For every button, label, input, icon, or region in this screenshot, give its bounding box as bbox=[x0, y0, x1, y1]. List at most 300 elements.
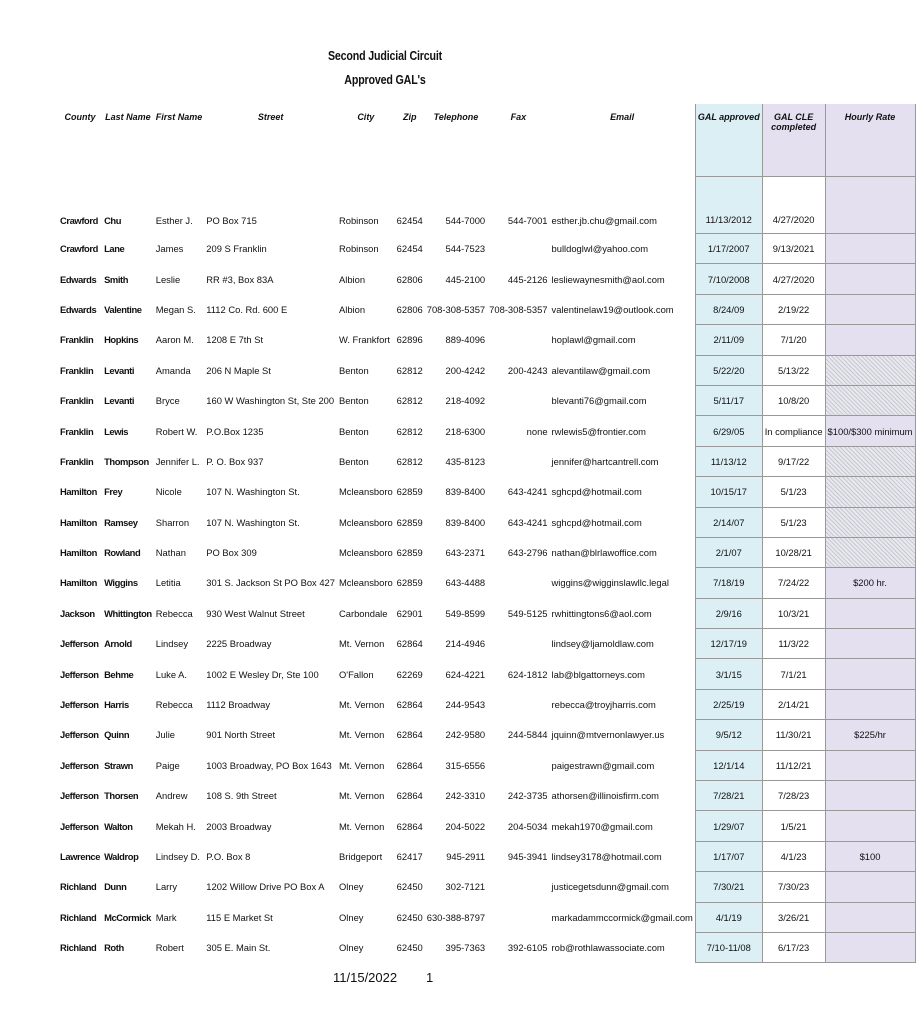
cell-gal-approved: 9/5/12 bbox=[695, 720, 762, 750]
cell-telephone: 630-388-8797 bbox=[426, 911, 486, 923]
cell-first-name: Rebecca bbox=[155, 699, 193, 711]
table-row bbox=[58, 446, 915, 476]
cell-street: 115 E Market St bbox=[206, 911, 273, 923]
cell-street: PO Box 715 bbox=[206, 214, 257, 226]
cell-street: 1208 E 7th St bbox=[206, 334, 264, 346]
cell-last-name: Whittington bbox=[104, 607, 152, 619]
cell-city: Olney bbox=[338, 881, 364, 893]
cell-zip: 62859 bbox=[396, 547, 423, 559]
cell-city: Olney bbox=[338, 942, 364, 954]
cell-last-name: Levanti bbox=[104, 364, 135, 376]
cell-telephone: 839-8400 bbox=[445, 486, 486, 498]
cell-gal-cle: 10/8/20 bbox=[762, 385, 825, 415]
cell-county: Jefferson bbox=[60, 699, 99, 711]
cell-email[interactable]: markadammccormick@gmail.com bbox=[551, 911, 693, 923]
cell-email[interactable]: paigestrawn@gmail.com bbox=[551, 759, 655, 771]
cell-county: Jackson bbox=[60, 607, 95, 619]
cell-email[interactable]: rwlewis5@frontier.com bbox=[551, 425, 646, 437]
cell-hourly-rate bbox=[825, 507, 915, 537]
cell-street: 1003 Broadway, PO Box 1643 bbox=[206, 759, 332, 771]
cell-gal-approved: 1/17/2007 bbox=[695, 234, 762, 264]
cell-city: Mcleansboro bbox=[338, 577, 393, 589]
cell-city: O'Fallon bbox=[338, 668, 374, 680]
cell-fax: 544-7001 bbox=[507, 214, 548, 226]
header-county: County bbox=[64, 112, 96, 122]
cell-gal-cle: 9/17/22 bbox=[762, 446, 825, 476]
cell-first-name: Luke A. bbox=[155, 668, 188, 680]
header-zip: Zip bbox=[402, 112, 417, 122]
cell-gal-cle: 11/3/22 bbox=[762, 629, 825, 659]
cell-fax bbox=[487, 689, 549, 719]
cell-first-name: Andrew bbox=[155, 790, 188, 802]
cell-first-name: Megan S. bbox=[155, 303, 196, 315]
cell-first-name: Lindsey D. bbox=[155, 851, 201, 862]
cell-county: Hamilton bbox=[60, 547, 97, 559]
cell-gal-cle: 2/14/21 bbox=[762, 689, 825, 719]
cell-first-name: Larry bbox=[155, 881, 178, 893]
cell-county: Lawrence bbox=[60, 851, 101, 862]
cell-hourly-rate bbox=[825, 872, 915, 902]
cell-last-name: Waldrop bbox=[104, 851, 139, 862]
cell-email[interactable]: wiggins@wigginslawllc.legal bbox=[551, 577, 669, 589]
cell-gal-cle: 5/13/22 bbox=[762, 355, 825, 385]
cell-street: 1112 Co. Rd. 600 E bbox=[206, 303, 288, 315]
cell-zip: 62454 bbox=[396, 243, 423, 255]
cell-zip: 62864 bbox=[396, 699, 423, 711]
cell-hourly-rate: $225/hr bbox=[825, 720, 915, 750]
table-row bbox=[58, 811, 915, 841]
cell-email[interactable]: rebecca@troyjharris.com bbox=[551, 699, 656, 711]
cell-gal-approved: 7/10/2008 bbox=[695, 264, 762, 294]
cell-gal-cle: 5/1/23 bbox=[762, 477, 825, 507]
cell-zip: 62864 bbox=[396, 820, 423, 832]
cell-street: 1002 E Wesley Dr, Ste 100 bbox=[206, 668, 319, 680]
cell-hourly-rate bbox=[825, 750, 915, 780]
cell-first-name: Sharron bbox=[155, 516, 190, 528]
gal-table bbox=[58, 104, 916, 963]
cell-fax: 708-308-5357 bbox=[489, 303, 548, 315]
cell-last-name: Valentine bbox=[104, 303, 142, 315]
table-row bbox=[58, 781, 915, 811]
cell-fax bbox=[487, 234, 549, 264]
cell-gal-cle: 4/1/23 bbox=[762, 841, 825, 871]
header-street: Street bbox=[257, 112, 284, 122]
cell-county: Jefferson bbox=[60, 638, 99, 650]
cell-gal-approved: 2/1/07 bbox=[695, 537, 762, 567]
cell-city: Albion bbox=[338, 303, 366, 315]
cell-street: 209 S Franklin bbox=[206, 243, 267, 255]
cell-county: Franklin bbox=[60, 334, 94, 346]
cell-gal-cle: 7/1/21 bbox=[762, 659, 825, 689]
cell-fax bbox=[487, 385, 549, 415]
cell-county: Richland bbox=[60, 881, 97, 893]
title-line-2: Approved GAL's bbox=[344, 72, 426, 87]
cell-email[interactable]: bulldoglwl@yahoo.com bbox=[551, 243, 649, 255]
cell-street: 108 S. 9th Street bbox=[206, 790, 277, 802]
cell-zip: 62454 bbox=[396, 214, 423, 226]
cell-county: Richland bbox=[60, 911, 97, 923]
cell-zip: 62269 bbox=[396, 668, 423, 680]
cell-last-name: Strawn bbox=[104, 759, 133, 771]
cell-street: 1202 Willow Drive PO Box A bbox=[206, 881, 325, 893]
cell-fax bbox=[487, 872, 549, 902]
cell-gal-cle: 7/1/20 bbox=[762, 325, 825, 355]
cell-street: P. O. Box 937 bbox=[206, 455, 264, 467]
cell-zip: 62864 bbox=[396, 759, 423, 771]
cell-city: Bridgeport bbox=[338, 851, 383, 862]
cell-fax: 200-4243 bbox=[507, 364, 548, 376]
cell-gal-cle: 4/27/2020 bbox=[762, 177, 825, 234]
table-row bbox=[58, 234, 915, 264]
cell-telephone: 200-4242 bbox=[445, 364, 486, 376]
cell-telephone: 945-2911 bbox=[446, 851, 486, 862]
cell-hourly-rate bbox=[825, 598, 915, 628]
table-row bbox=[58, 598, 915, 628]
cell-fax: 624-1812 bbox=[507, 668, 548, 680]
cell-county: Crawford bbox=[60, 243, 98, 255]
cell-city: Albion bbox=[338, 273, 366, 285]
cell-zip: 62864 bbox=[396, 729, 423, 741]
cell-gal-approved: 11/13/12 bbox=[695, 446, 762, 476]
cell-telephone: 544-7000 bbox=[445, 214, 486, 226]
cell-telephone: 302-7121 bbox=[445, 881, 486, 893]
cell-gal-cle: 9/13/2021 bbox=[762, 234, 825, 264]
table-row bbox=[58, 932, 915, 962]
cell-telephone: 214-4946 bbox=[445, 638, 486, 650]
cell-city: Mt. Vernon bbox=[338, 759, 385, 771]
cell-county: Franklin bbox=[60, 455, 94, 467]
cell-gal-approved: 7/30/21 bbox=[695, 872, 762, 902]
cell-fax: 549-5125 bbox=[507, 607, 548, 619]
cell-county: Crawford bbox=[60, 214, 98, 226]
cell-fax bbox=[487, 750, 549, 780]
cell-zip: 62864 bbox=[396, 790, 423, 802]
cell-street: 930 West Walnut Street bbox=[206, 607, 305, 619]
cell-hourly-rate bbox=[825, 629, 915, 659]
cell-fax: 244-5844 bbox=[507, 729, 548, 741]
cell-city: Mcleansboro bbox=[338, 547, 393, 559]
cell-first-name: Nathan bbox=[155, 547, 186, 559]
cell-county: Edwards bbox=[60, 303, 97, 315]
cell-city: Robinson bbox=[338, 243, 379, 255]
cell-street: 1112 Broadway bbox=[206, 699, 271, 711]
page-number: 1 bbox=[426, 970, 434, 985]
cell-gal-cle: 7/28/23 bbox=[762, 781, 825, 811]
table-row bbox=[58, 902, 915, 932]
cell-hourly-rate bbox=[825, 177, 915, 234]
cell-city: Benton bbox=[338, 364, 369, 376]
cell-fax bbox=[487, 568, 549, 598]
cell-last-name: Quinn bbox=[104, 729, 130, 741]
cell-first-name: Jennifer L. bbox=[155, 455, 200, 467]
cell-gal-cle: In compliance bbox=[762, 416, 825, 446]
header-fax: Fax bbox=[510, 112, 527, 122]
cell-last-name: Thorsen bbox=[104, 790, 139, 802]
header-email: Email bbox=[610, 112, 635, 122]
cell-last-name: Levanti bbox=[104, 395, 135, 407]
cell-email[interactable]: rwhittingtons6@aol.com bbox=[551, 607, 652, 619]
cell-hourly-rate bbox=[825, 325, 915, 355]
cell-street: 160 W Washington St, Ste 200 bbox=[206, 395, 335, 407]
cell-street: P.O. Box 8 bbox=[206, 851, 251, 862]
cell-email[interactable]: justicegetsdunn@gmail.com bbox=[551, 881, 669, 893]
cell-county: Jefferson bbox=[60, 668, 99, 680]
cell-street: 107 N. Washington St. bbox=[206, 486, 300, 498]
cell-last-name: Lewis bbox=[104, 425, 129, 437]
table-row bbox=[58, 264, 915, 294]
cell-street: PO Box 309 bbox=[206, 547, 257, 559]
cell-gal-approved: 4/1/19 bbox=[695, 902, 762, 932]
cell-city: Mt. Vernon bbox=[338, 790, 385, 802]
cell-hourly-rate bbox=[825, 689, 915, 719]
cell-first-name: Letitia bbox=[155, 577, 181, 589]
table-row bbox=[58, 355, 915, 385]
cell-hourly-rate bbox=[825, 446, 915, 476]
cell-first-name: Lindsey bbox=[155, 638, 189, 650]
cell-hourly-rate bbox=[825, 932, 915, 962]
cell-county: Franklin bbox=[60, 425, 94, 437]
table-row bbox=[58, 750, 915, 780]
cell-zip: 62859 bbox=[396, 486, 423, 498]
cell-city: Benton bbox=[338, 425, 369, 437]
cell-zip: 62812 bbox=[396, 455, 423, 467]
cell-zip: 62812 bbox=[396, 395, 423, 407]
header-hourly-rate: Hourly Rate bbox=[825, 104, 915, 177]
cell-hourly-rate bbox=[825, 234, 915, 264]
cell-fax bbox=[487, 325, 549, 355]
cell-gal-cle: 11/12/21 bbox=[762, 750, 825, 780]
cell-first-name: Amanda bbox=[155, 364, 191, 376]
cell-gal-approved: 2/11/09 bbox=[695, 325, 762, 355]
cell-gal-approved: 5/22/20 bbox=[695, 355, 762, 385]
cell-city: Robinson bbox=[338, 214, 379, 226]
cell-email[interactable]: jquinn@mtvernonlawyer.us bbox=[551, 729, 665, 741]
cell-telephone: 435-8123 bbox=[445, 455, 486, 467]
cell-fax: 392-6105 bbox=[507, 942, 548, 954]
cell-email[interactable]: athorsen@illinoisfirm.com bbox=[551, 790, 659, 802]
cell-email[interactable]: rob@rothlawassociate.com bbox=[551, 942, 665, 954]
cell-first-name: Julie bbox=[155, 729, 176, 741]
cell-email[interactable]: hoplawl@gmail.com bbox=[551, 334, 636, 346]
table-row bbox=[58, 568, 915, 598]
cell-city: Carbondale bbox=[338, 607, 388, 619]
cell-hourly-rate bbox=[825, 537, 915, 567]
cell-fax bbox=[487, 902, 549, 932]
cell-city: Mt. Vernon bbox=[338, 699, 385, 711]
cell-zip: 62806 bbox=[396, 273, 423, 285]
header-gal-approved: GAL approved bbox=[695, 104, 762, 177]
cell-fax: 242-3735 bbox=[507, 790, 548, 802]
header-last-name: Last Name bbox=[105, 112, 151, 122]
cell-city: Mcleansboro bbox=[338, 516, 393, 528]
cell-fax: 945-3941 bbox=[507, 851, 548, 862]
cell-zip: 62417 bbox=[396, 851, 423, 862]
cell-gal-approved: 1/17/07 bbox=[695, 841, 762, 871]
cell-county: Franklin bbox=[60, 364, 94, 376]
cell-email[interactable]: nathan@blrlawoffice.com bbox=[551, 547, 657, 559]
cell-first-name: Aaron M. bbox=[155, 334, 194, 346]
cell-last-name: Harris bbox=[104, 699, 129, 711]
cell-hourly-rate bbox=[825, 781, 915, 811]
cell-telephone: 244-9543 bbox=[445, 699, 486, 711]
cell-gal-approved: 12/1/14 bbox=[695, 750, 762, 780]
cell-last-name: Walton bbox=[104, 820, 133, 832]
cell-zip: 62859 bbox=[396, 516, 423, 528]
cell-fax: 204-5034 bbox=[507, 820, 548, 832]
cell-email[interactable]: blevanti76@gmail.com bbox=[551, 395, 647, 407]
cell-telephone: 889-4096 bbox=[445, 334, 486, 346]
table-row bbox=[58, 841, 915, 871]
cell-gal-cle: 3/26/21 bbox=[762, 902, 825, 932]
table-row bbox=[58, 659, 915, 689]
cell-street: 305 E. Main St. bbox=[206, 942, 271, 954]
cell-gal-approved: 10/15/17 bbox=[695, 477, 762, 507]
cell-gal-cle: 11/30/21 bbox=[762, 720, 825, 750]
cell-street: 301 S. Jackson St PO Box 427 bbox=[206, 577, 335, 589]
table-row bbox=[58, 385, 915, 415]
cell-gal-approved: 2/14/07 bbox=[695, 507, 762, 537]
cell-telephone: 445-2100 bbox=[445, 273, 486, 285]
cell-last-name: Behme bbox=[104, 668, 134, 680]
table-row bbox=[58, 177, 915, 234]
cell-telephone: 708-308-5357 bbox=[426, 303, 486, 315]
table-row bbox=[58, 416, 915, 446]
cell-email[interactable]: sghcpd@hotmail.com bbox=[551, 516, 642, 528]
cell-hourly-rate: $100/$300 minimum bbox=[825, 416, 915, 446]
cell-last-name: Dunn bbox=[104, 881, 127, 893]
cell-hourly-rate bbox=[825, 264, 915, 294]
cell-telephone: 315-6556 bbox=[445, 759, 486, 771]
gal-table-body bbox=[58, 177, 915, 963]
cell-city: Benton bbox=[338, 455, 369, 467]
cell-gal-approved: 5/11/17 bbox=[695, 385, 762, 415]
cell-first-name: Nicole bbox=[155, 486, 182, 498]
cell-gal-cle: 7/30/23 bbox=[762, 872, 825, 902]
cell-email[interactable]: jennifer@hartcantrell.com bbox=[551, 455, 659, 467]
cell-gal-cle: 10/28/21 bbox=[762, 537, 825, 567]
cell-telephone: 204-5022 bbox=[445, 820, 486, 832]
cell-first-name: Esther J. bbox=[155, 214, 193, 226]
cell-county: Richland bbox=[60, 942, 97, 954]
cell-email[interactable]: sghcpd@hotmail.com bbox=[551, 486, 642, 498]
cell-hourly-rate bbox=[825, 355, 915, 385]
page-title bbox=[0, 44, 770, 92]
cell-gal-approved: 2/25/19 bbox=[695, 689, 762, 719]
cell-email[interactable]: lindsey3178@hotmail.com bbox=[551, 851, 662, 862]
cell-hourly-rate bbox=[825, 811, 915, 841]
cell-gal-approved: 8/24/09 bbox=[695, 294, 762, 324]
table-row bbox=[58, 689, 915, 719]
cell-last-name: Thompson bbox=[104, 455, 149, 467]
cell-fax: 445-2126 bbox=[507, 273, 548, 285]
cell-email[interactable]: lab@blgattorneys.com bbox=[551, 668, 645, 680]
table-row bbox=[58, 720, 915, 750]
cell-gal-approved: 1/29/07 bbox=[695, 811, 762, 841]
table-row bbox=[58, 477, 915, 507]
table-row bbox=[58, 629, 915, 659]
cell-county: Jefferson bbox=[60, 729, 99, 741]
cell-city: Mcleansboro bbox=[338, 486, 393, 498]
cell-street: RR #3, Box 83A bbox=[206, 273, 274, 285]
cell-zip: 62812 bbox=[396, 364, 423, 376]
cell-first-name: Bryce bbox=[155, 395, 180, 407]
cell-city: Mt. Vernon bbox=[338, 729, 385, 741]
cell-hourly-rate: $100 bbox=[825, 841, 915, 871]
cell-zip: 62901 bbox=[396, 607, 423, 619]
cell-fax bbox=[487, 629, 549, 659]
cell-gal-approved: 7/18/19 bbox=[695, 568, 762, 598]
header-first-name: First Name bbox=[155, 112, 203, 122]
cell-fax: 643-4241 bbox=[507, 516, 548, 528]
cell-email[interactable]: lindsey@ljamoldlaw.com bbox=[551, 638, 654, 650]
cell-first-name: Leslie bbox=[155, 273, 181, 285]
cell-hourly-rate bbox=[825, 385, 915, 415]
cell-telephone: 839-8400 bbox=[445, 516, 486, 528]
cell-street: 107 N. Washington St. bbox=[206, 516, 300, 528]
cell-first-name: Mark bbox=[155, 911, 177, 923]
cell-city: Olney bbox=[338, 911, 364, 923]
cell-street: 206 N Maple St bbox=[206, 364, 271, 376]
cell-last-name: Chu bbox=[104, 214, 122, 226]
cell-street: 2003 Broadway bbox=[206, 820, 272, 832]
cell-street: P.O.Box 1235 bbox=[206, 425, 264, 437]
table-row bbox=[58, 537, 915, 567]
cell-telephone: 643-4488 bbox=[445, 577, 486, 589]
header-gal-cle-line2: completed bbox=[771, 122, 817, 132]
cell-fax: 643-2796 bbox=[507, 547, 548, 559]
cell-gal-approved: 11/13/2012 bbox=[695, 177, 762, 234]
cell-gal-cle: 6/17/23 bbox=[762, 932, 825, 962]
cell-zip: 62450 bbox=[396, 911, 423, 923]
cell-street: 2225 Broadway bbox=[206, 638, 272, 650]
cell-last-name: Ramsey bbox=[104, 516, 138, 528]
cell-zip: 62450 bbox=[396, 942, 423, 954]
cell-zip: 62812 bbox=[396, 425, 423, 437]
cell-fax: 643-4241 bbox=[507, 486, 548, 498]
cell-first-name: Robert bbox=[155, 942, 184, 954]
cell-city: Mt. Vernon bbox=[338, 638, 385, 650]
cell-telephone: 544-7523 bbox=[445, 243, 486, 255]
cell-email[interactable]: valentinelaw19@outlook.com bbox=[551, 303, 674, 315]
cell-hourly-rate bbox=[825, 477, 915, 507]
cell-fax: none bbox=[526, 425, 548, 437]
cell-first-name: Robert W. bbox=[155, 425, 198, 437]
cell-county: Franklin bbox=[60, 395, 94, 407]
cell-gal-cle: 4/27/2020 bbox=[762, 264, 825, 294]
cell-telephone: 643-2371 bbox=[445, 547, 486, 559]
cell-first-name: Rebecca bbox=[155, 607, 193, 619]
cell-last-name: Frey bbox=[104, 486, 123, 498]
cell-email[interactable]: alevantilaw@gmail.com bbox=[551, 364, 651, 376]
table-row bbox=[58, 507, 915, 537]
cell-email[interactable]: mekah1970@gmail.com bbox=[551, 820, 653, 832]
cell-zip: 62864 bbox=[396, 638, 423, 650]
header-telephone: Telephone bbox=[433, 112, 479, 122]
cell-gal-approved: 6/29/05 bbox=[695, 416, 762, 446]
cell-hourly-rate: $200 hr. bbox=[825, 568, 915, 598]
cell-gal-cle: 1/5/21 bbox=[762, 811, 825, 841]
cell-email[interactable]: lesliewaynesmith@aol.com bbox=[551, 273, 665, 285]
cell-telephone: 549-8599 bbox=[445, 607, 486, 619]
cell-gal-approved: 7/28/21 bbox=[695, 781, 762, 811]
cell-gal-approved: 3/1/15 bbox=[695, 659, 762, 689]
cell-gal-approved: 7/10-11/08 bbox=[695, 932, 762, 962]
cell-email[interactable]: esther.jb.chu@gmail.com bbox=[551, 214, 657, 226]
header-gal-cle bbox=[762, 104, 825, 177]
cell-zip: 62859 bbox=[396, 577, 423, 589]
cell-gal-cle: 5/1/23 bbox=[762, 507, 825, 537]
cell-last-name: Roth bbox=[104, 942, 124, 954]
